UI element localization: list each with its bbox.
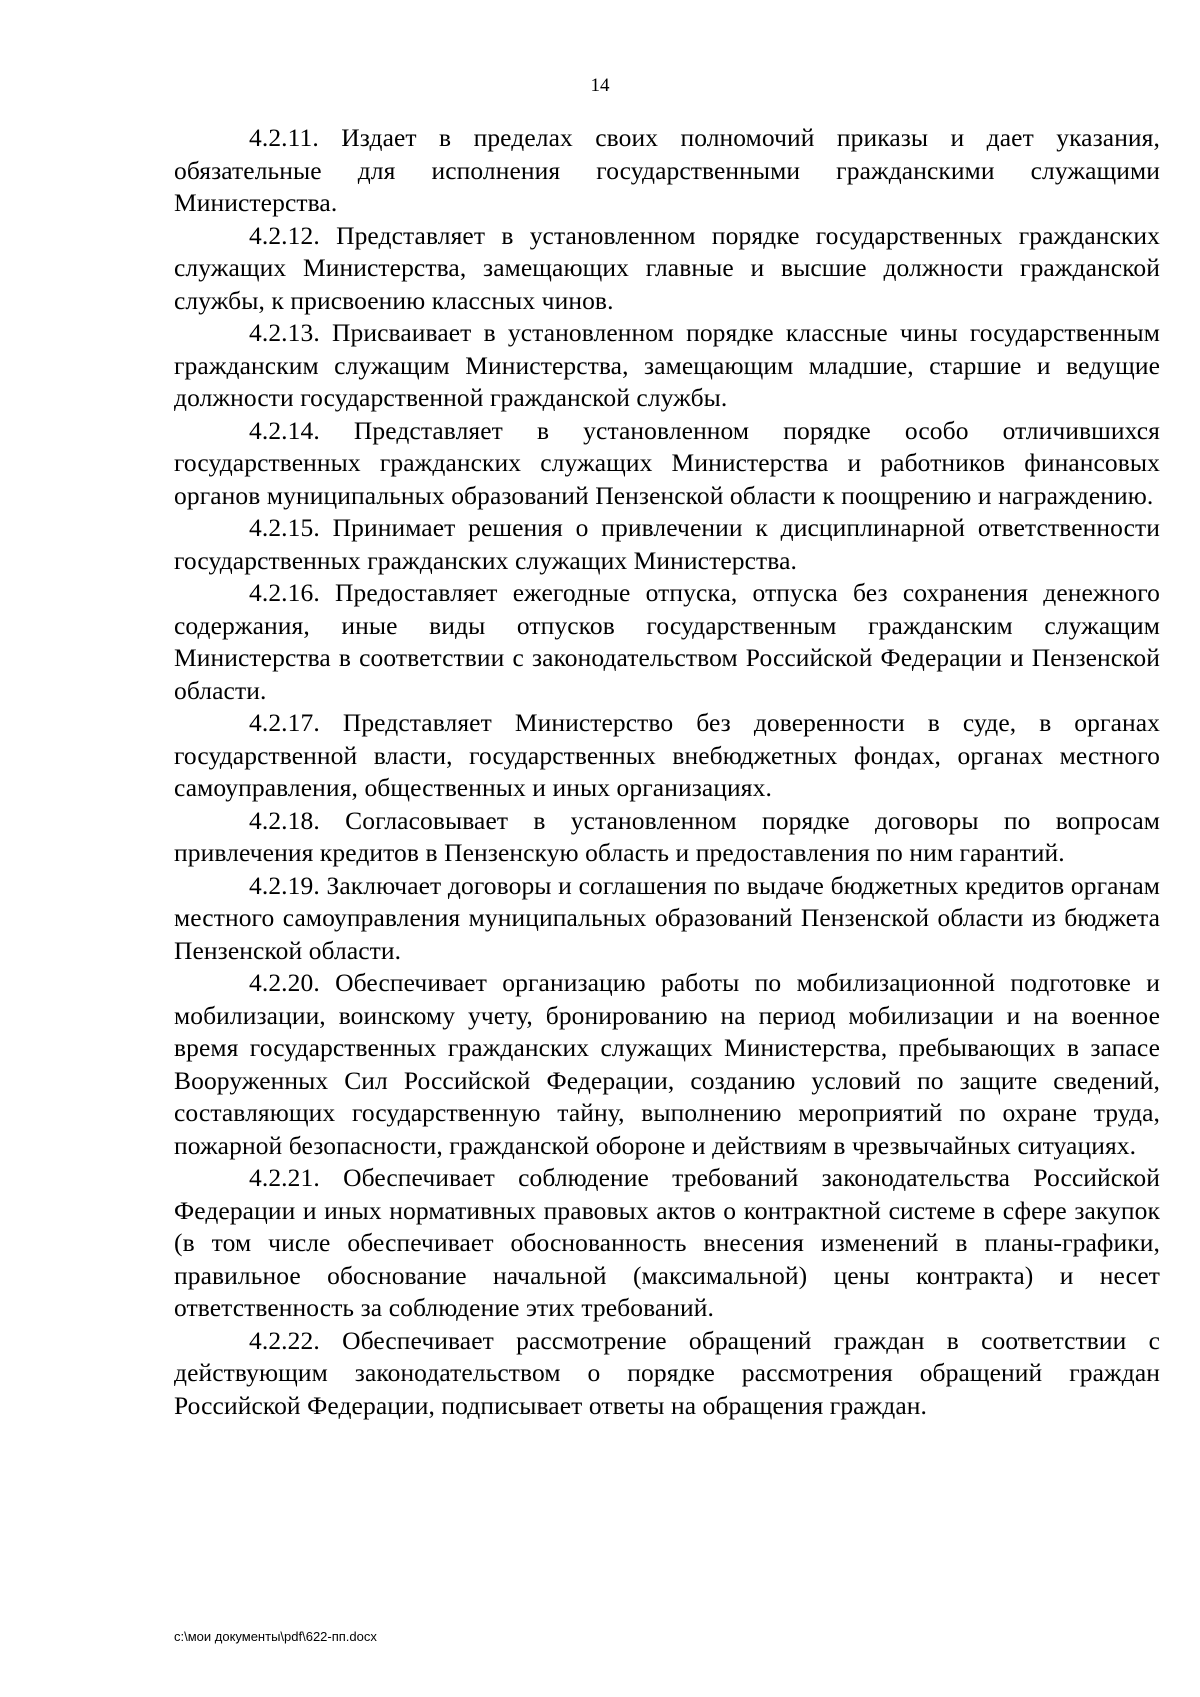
page-number: 14 <box>590 75 610 96</box>
paragraph-text: Представляет в установленном порядке особо отличившихся государственных гражданских служащих Министерства и работников финансовых органов муниципальных образований Пензенской области к поощрению и награждению. <box>174 415 1160 510</box>
paragraph-4-2-17 <box>174 707 1160 805</box>
paragraph-4-2-15 <box>174 512 1160 577</box>
paragraph-number: 4.2.18. <box>249 805 320 835</box>
paragraph-number: 4.2.12. <box>249 220 320 250</box>
paragraph-number: 4.2.19. <box>249 870 320 900</box>
paragraph-text: Обеспечивает организацию работы по мобилизационной подготовке и мобилизации, воинскому учету, бронированию на период мобилизации и на военное время государственных гражданских служащих Министерства, пребывающих в запасе Вооруженных Сил Российской Федерации, созданию условий по защите сведений, составляющих государственную тайну, выполнению мероприятий по охране труда, пожарной безопасности, гражданской обороне и действиям в чрезвычайных ситуациях. <box>174 968 1160 1160</box>
paragraph-number: 4.2.13. <box>249 318 320 347</box>
paragraph-number: 4.2.21. <box>249 1163 320 1192</box>
paragraph-number: 4.2.11. <box>249 123 319 152</box>
paragraph-text: Обеспечивает рассмотрение обращений граждан в соответствии с действующим законодательством о порядке рассмотрения обращений граждан Российской Федерации, подписывает ответы на обращения граждан. <box>174 1325 1160 1420</box>
file-path-footer: c:\мои документы\pdf\622-пп.docx <box>174 1629 377 1644</box>
paragraph-text: Представляет в установленном порядке государственных гражданских служащих Министерства, замещающих главные и высшие должности гражданской службы, к присвоению классных чинов. <box>174 220 1160 315</box>
paragraph-4-2-14 <box>174 415 1160 513</box>
paragraph-4-2-16 <box>174 577 1160 707</box>
paragraph-text: Принимает решения о привлечении к дисциплинарной ответственности государственных гражданских служащих Министерства. <box>174 513 1160 575</box>
paragraph-text: Согласовывает в установленном порядке договоры по вопросам привлечения кредитов в Пензенскую область и предоставления по ним гарантий. <box>174 805 1160 867</box>
paragraph-4-2-11 <box>174 122 1160 220</box>
paragraph-4-2-22 <box>174 1325 1160 1423</box>
paragraph-text: Заключает договоры и соглашения по выдаче бюджетных кредитов органам местного самоуправления муниципальных образований Пензенской области из бюджета Пензенской области. <box>174 870 1160 965</box>
paragraph-number: 4.2.20. <box>249 968 320 997</box>
paragraph-number: 4.2.16. <box>249 578 320 607</box>
paragraph-4-2-19 <box>174 870 1160 968</box>
paragraph-text: Присваивает в установленном порядке классные чины государственным гражданским служащим Министерства, замещающим младшие, старшие и ведущие должности государственной гражданской службы. <box>174 318 1160 412</box>
paragraph-number: 4.2.22. <box>249 1325 320 1355</box>
paragraph-text: Предоставляет ежегодные отпуска, отпуска без сохранения денежного содержания, иные виды отпусков государственным гражданским служащим Министерства в соответствии с законодательством Российской Федерации и Пензенской области. <box>174 578 1160 705</box>
paragraph-number: 4.2.17. <box>249 708 320 737</box>
document-body <box>174 122 1160 1422</box>
paragraph-4-2-13 <box>174 317 1160 415</box>
paragraph-text: Обеспечивает соблюдение требований законодательства Российской Федерации и иных нормативных правовых актов о контрактной системе в сфере закупок (в том числе обеспечивает обоснованность внесения изменений в планы-графики, правильное обоснование начальной (максимальной) цены контракта) и несет ответственность за соблюдение этих требований. <box>174 1163 1160 1322</box>
paragraph-number: 4.2.14. <box>249 415 320 445</box>
paragraph-4-2-12 <box>174 220 1160 318</box>
paragraph-4-2-21 <box>174 1162 1160 1325</box>
paragraph-4-2-20 <box>174 967 1160 1162</box>
paragraph-text: Издает в пределах своих полномочий приказы и дает указания, обязательные для исполнения государственными гражданскими служащими Министерства. <box>174 123 1160 217</box>
paragraph-4-2-18 <box>174 805 1160 870</box>
paragraph-text: Представляет Министерство без доверенности в суде, в органах государственной власти, государственных внебюджетных фондах, органах местного самоуправления, общественных и иных организациях. <box>174 708 1160 802</box>
paragraph-number: 4.2.15. <box>249 513 320 542</box>
